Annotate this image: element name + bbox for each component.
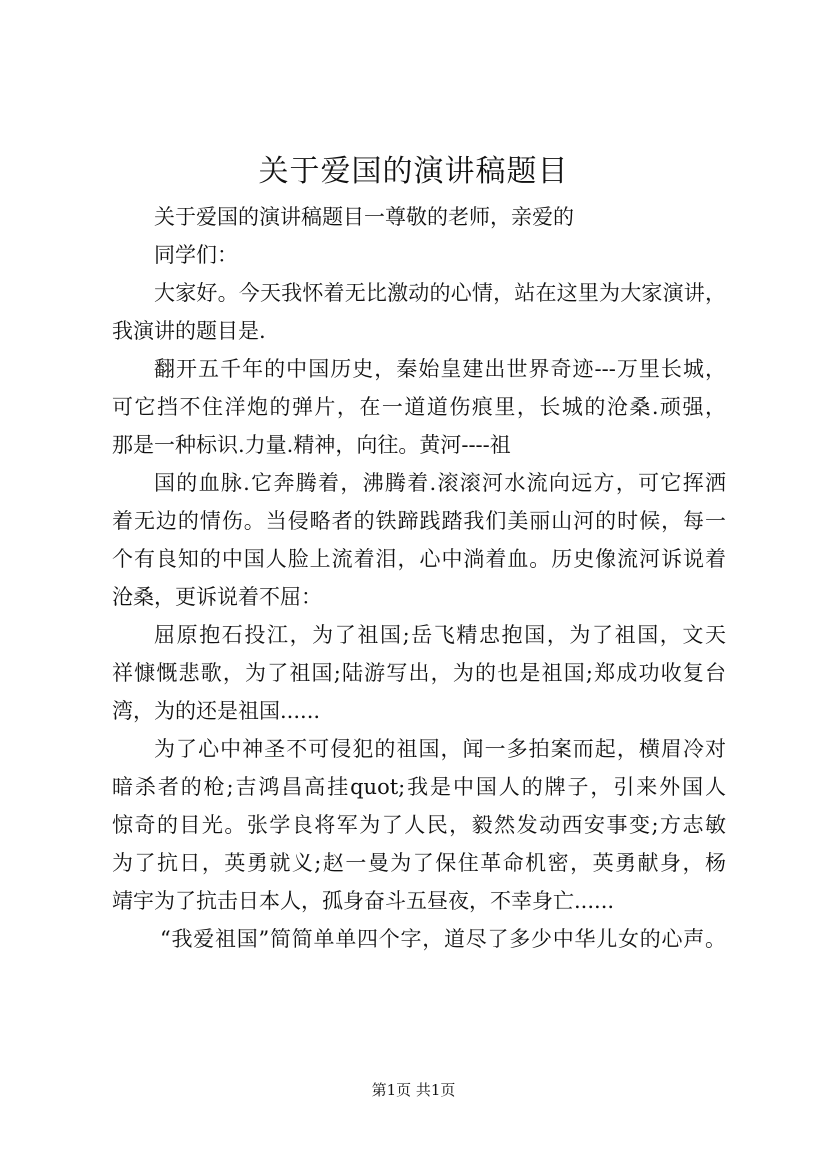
text-line: 我演讲的题目是. <box>112 319 266 343</box>
text-line: “我爱祖国”简简单单四个字，道尽了多少中华儿女的心声。 <box>160 927 726 951</box>
text-line: 沧桑，更诉说着不屈： <box>112 585 322 609</box>
text-line: 为了心中神圣不可侵犯的祖国，闻一多拍案而起，横眉冷对 <box>154 737 726 761</box>
text-line: 惊奇的目光。张学良将军为了人民，毅然发动西安事变;方志敏 <box>112 813 726 837</box>
document-body <box>112 198 726 958</box>
text-line: 个有良知的中国人脸上流着泪，心中淌着血。历史像流河诉说着 <box>112 547 726 571</box>
text-line: 为了抗日，英勇就义;赵一曼为了保住革命机密，英勇献身，杨 <box>112 851 726 875</box>
text-line: 屈原抱石投江，为了祖国;岳飞精忠抱国，为了祖国，文天 <box>154 623 726 647</box>
text-line: 祥慷慨悲歌，为了祖国;陆游写出，为的也是祖国;郑成功收复台 <box>112 661 726 685</box>
text-line: 关于爱国的演讲稿题目一尊敬的老师，亲爱的 <box>154 205 574 229</box>
text-line: 暗杀者的枪;吉鸿昌高挂quot;我是中国人的牌子，引来外国人 <box>112 775 726 799</box>
text-line: 国的血脉.它奔腾着，沸腾着.滚滚河水流向远方，可它挥洒 <box>154 471 726 495</box>
document-title: 关于爱国的演讲稿题目 <box>258 154 569 189</box>
text-line: 翻开五千年的中国历史，秦始皇建出世界奇迹---万里长城， <box>154 357 726 381</box>
text-line: 靖宇为了抗击日本人，孤身奋斗五昼夜，不幸身亡...... <box>112 889 615 913</box>
text-line: 可它挡不住洋炮的弹片，在一道道伤痕里，长城的沧桑.顽强， <box>112 395 726 419</box>
text-line: 同学们： <box>154 243 238 267</box>
text-line: 湾，为的还是祖国...... <box>112 699 321 723</box>
text-line: 着无边的情伤。当侵略者的铁蹄践踏我们美丽山河的时候，每一 <box>112 509 726 533</box>
page-footer: 第1页 共1页 <box>371 1081 456 1099</box>
text-line: 那是一种标识.力量.精神，向往。黄河----祖 <box>112 433 511 457</box>
text-line: 大家好。今天我怀着无比激动的心情，站在这里为大家演讲， <box>154 281 726 305</box>
